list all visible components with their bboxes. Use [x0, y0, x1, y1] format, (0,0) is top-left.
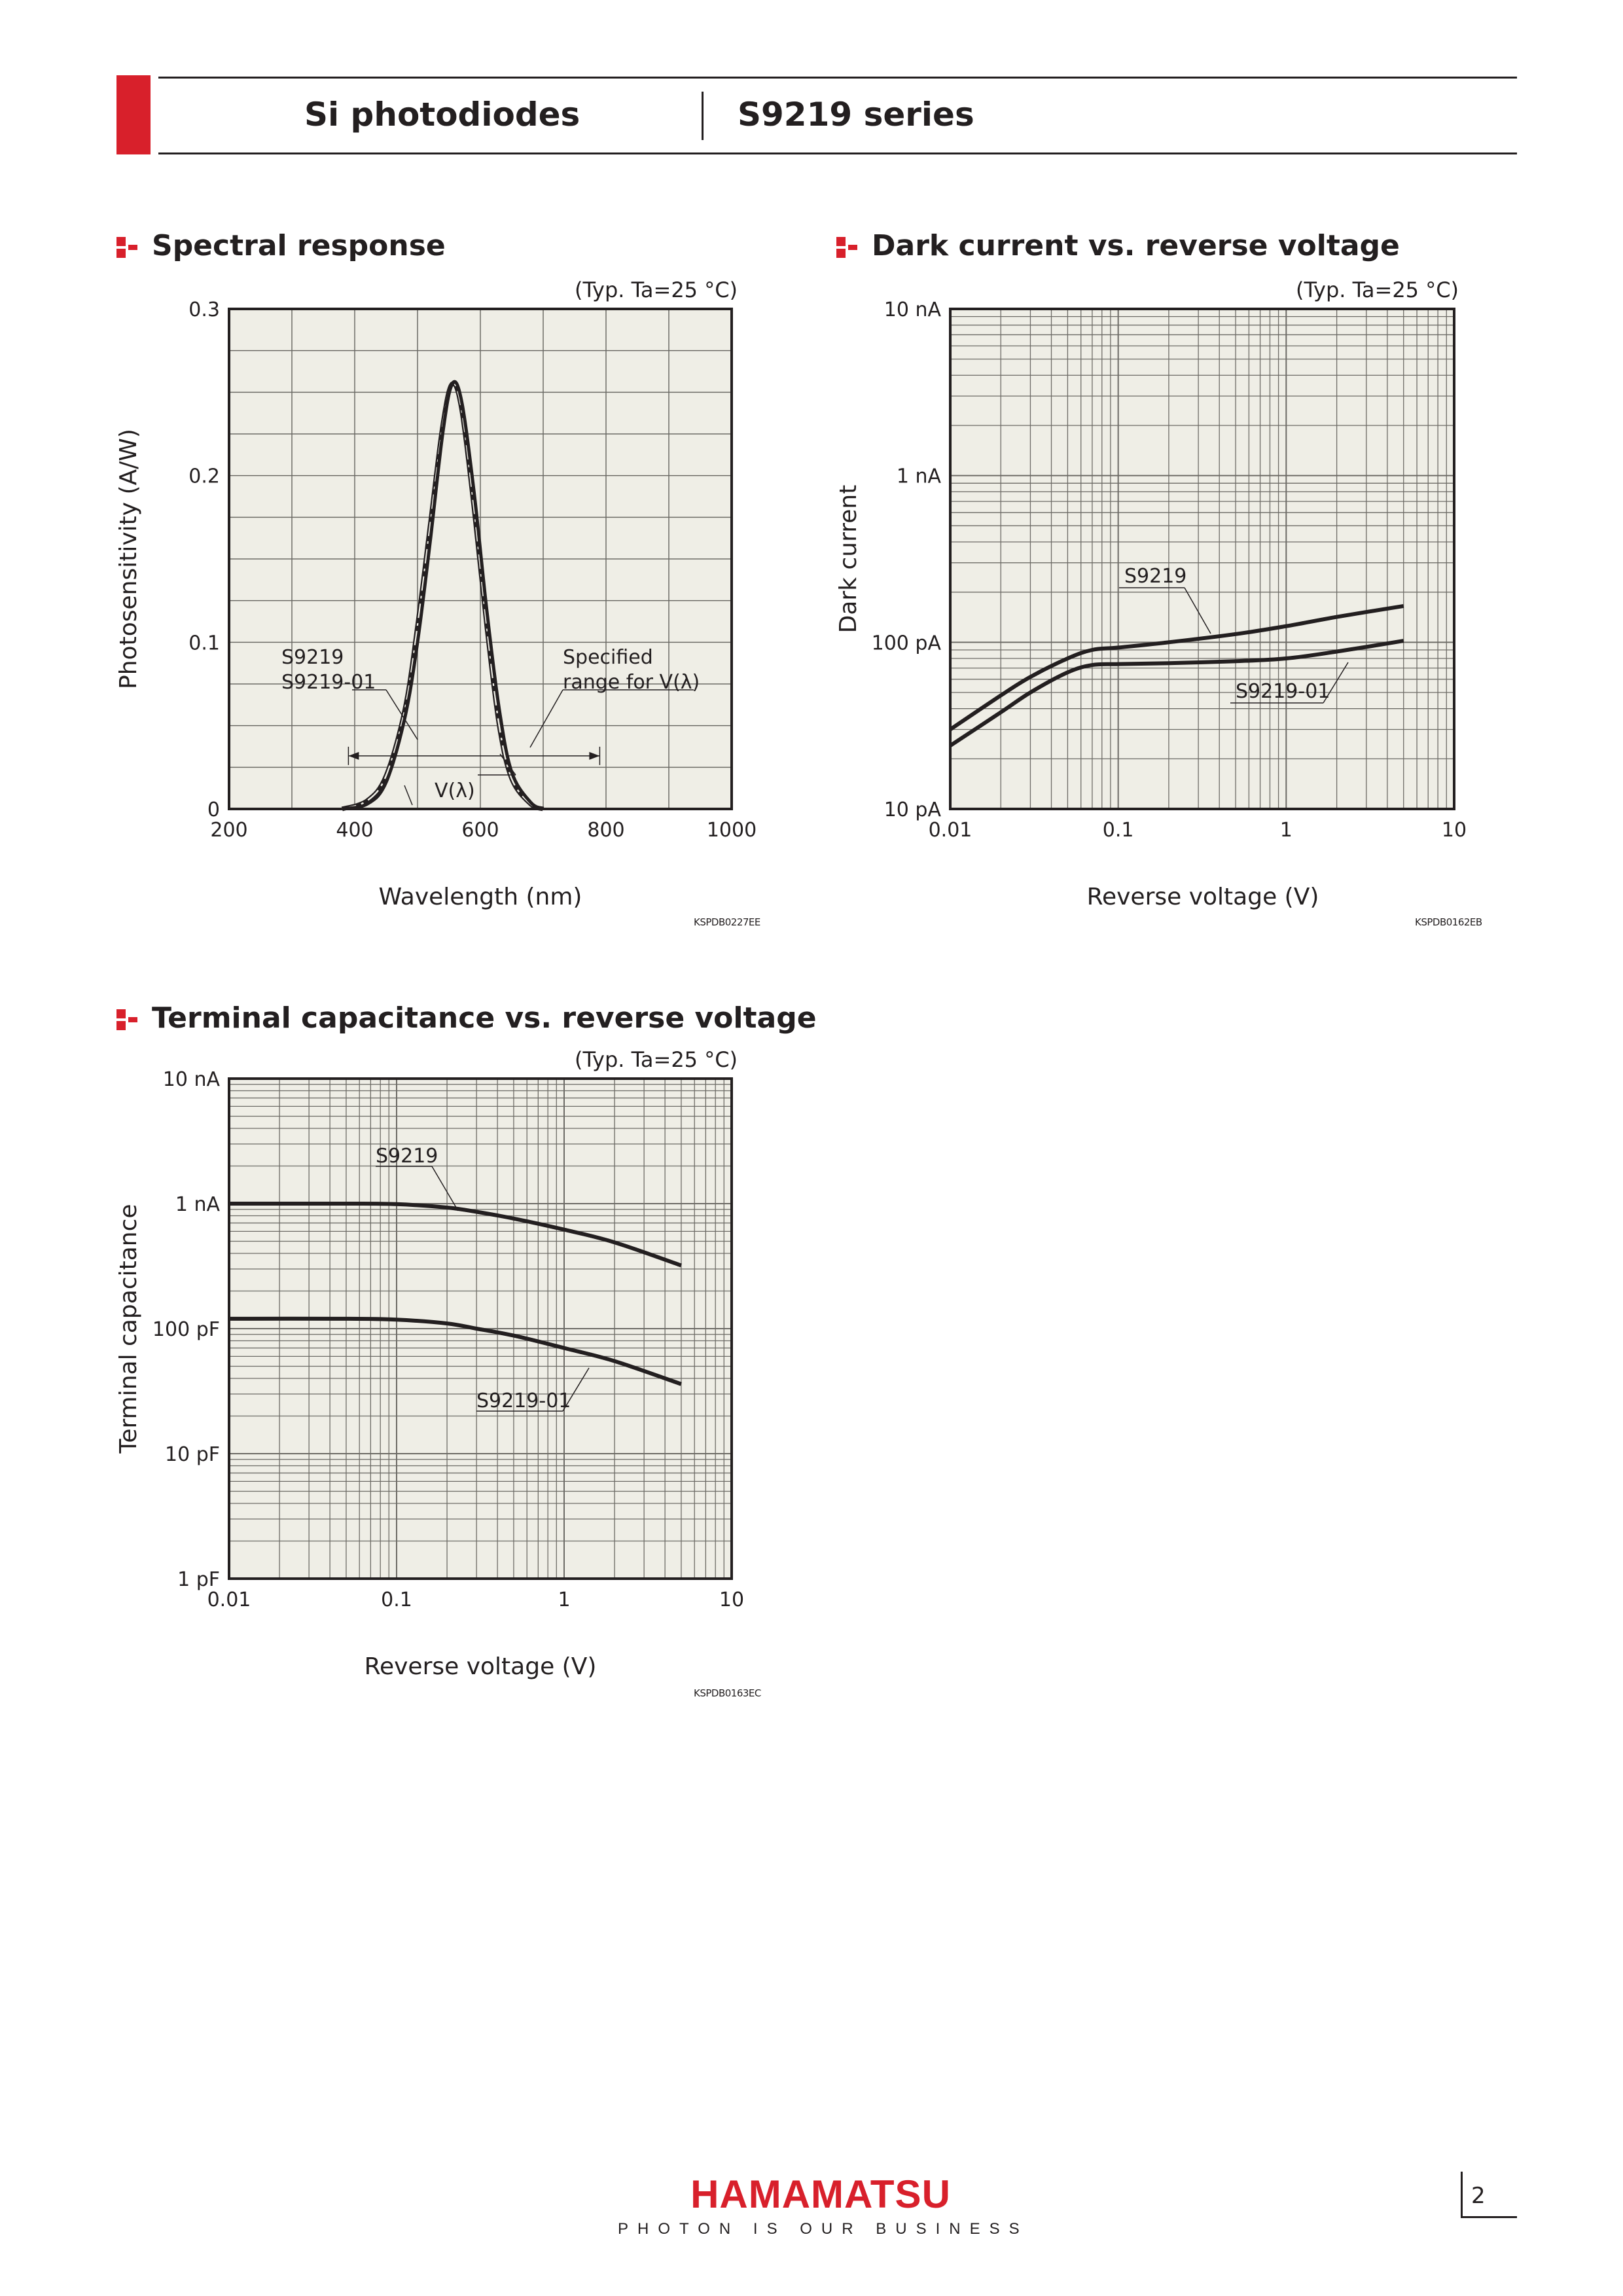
x-tick-label: 0.1 [381, 1588, 412, 1611]
y-tick-label: 1 nA [175, 1193, 220, 1216]
y-axis-label: Photosensitivity (A/W) [115, 429, 142, 689]
label-s9219: S9219 [1124, 565, 1187, 588]
x-tick-label: 200 [210, 819, 248, 842]
label-s9219: S9219 [281, 646, 344, 669]
brand-logo: HAMAMATSU [690, 2172, 951, 2216]
terminal-capacitance-chart [105, 1058, 792, 1686]
x-tick-label: 0.1 [1102, 819, 1134, 842]
y-tick-labels [872, 298, 942, 821]
y-tick-label: 100 pF [152, 1318, 220, 1341]
y-axis-label: Dark current [835, 484, 862, 634]
section-marker-icon [116, 1007, 151, 1033]
plot-area [950, 309, 1454, 809]
y-tick-label: 100 pA [871, 632, 941, 655]
chart-code: KSPDB0227EE [694, 916, 760, 928]
label-vlambda: V(λ) [435, 780, 475, 802]
x-tick-label: 1000 [706, 819, 757, 842]
x-tick-labels [929, 819, 1467, 842]
page-number-rule [1461, 2216, 1517, 2218]
section-marker-icon [836, 234, 870, 260]
label-range: range for V(λ) [563, 671, 700, 694]
label-s9219: S9219 [376, 1145, 438, 1168]
page-number-rule [1461, 2172, 1463, 2217]
label-s9219-01: S9219-01 [476, 1390, 571, 1412]
header-product-series: S9219 series [738, 96, 974, 134]
y-tick-label: 1 pF [177, 1568, 220, 1591]
header-rule-top [158, 77, 1517, 79]
label-s9219-01: S9219-01 [281, 671, 376, 694]
label-specified: Specified [563, 646, 653, 669]
x-tick-labels [210, 819, 757, 842]
y-tick-label: 10 pF [164, 1443, 220, 1466]
x-tick-label: 1 [558, 1588, 571, 1611]
header-rule-bottom [158, 152, 1517, 154]
x-tick-label: 800 [587, 819, 625, 842]
section-title-dark-current: Dark current vs. reverse voltage [872, 229, 1400, 262]
x-axis-label: Reverse voltage (V) [364, 1653, 597, 1680]
dark-current-chart [825, 288, 1518, 916]
x-tick-label: 600 [461, 819, 499, 842]
y-tick-label: 10 nA [162, 1068, 220, 1091]
section-title-spectral: Spectral response [152, 229, 446, 262]
x-tick-label: 400 [336, 819, 374, 842]
y-tick-label: 0 [207, 798, 220, 821]
section-title-capacitance: Terminal capacitance vs. reverse voltage [152, 1001, 817, 1035]
chart-code: KSPDB0162EB [1415, 916, 1482, 928]
y-axis-label: Terminal capacitance [115, 1204, 142, 1454]
y-tick-label: 10 nA [883, 298, 941, 321]
y-tick-label: 0.1 [188, 632, 220, 655]
header-separator [702, 92, 704, 140]
x-tick-label: 0.01 [928, 819, 972, 842]
y-tick-label: 10 pA [883, 798, 941, 821]
x-axis-label: Reverse voltage (V) [1086, 884, 1319, 910]
header-accent-bar [116, 75, 151, 154]
page-number: 2 [1471, 2183, 1486, 2209]
label-s9219-01: S9219-01 [1236, 680, 1330, 703]
x-tick-labels [207, 1588, 744, 1611]
brand-tagline: PHOTON IS OUR BUSINESS [618, 2220, 1029, 2238]
x-tick-label: 0.01 [207, 1588, 251, 1611]
y-tick-labels [188, 298, 220, 821]
x-tick-label: 1 [1279, 819, 1293, 842]
x-tick-label: 10 [1441, 819, 1467, 842]
section-marker-icon [116, 234, 151, 260]
chart-condition: (Typ. Ta=25 °C) [575, 278, 738, 302]
header-product-category: Si photodiodes [304, 96, 580, 134]
y-tick-label: 0.2 [188, 465, 220, 488]
x-tick-label: 10 [719, 1588, 745, 1611]
chart-condition: (Typ. Ta=25 °C) [1296, 278, 1459, 302]
x-axis-label: Wavelength (nm) [378, 884, 582, 910]
y-tick-labels [152, 1068, 221, 1591]
chart-code: KSPDB0163EC [694, 1687, 761, 1699]
y-tick-label: 1 nA [896, 465, 941, 488]
y-tick-label: 0.3 [188, 298, 220, 321]
chart-condition: (Typ. Ta=25 °C) [575, 1047, 738, 1072]
spectral-response-chart [105, 288, 792, 916]
